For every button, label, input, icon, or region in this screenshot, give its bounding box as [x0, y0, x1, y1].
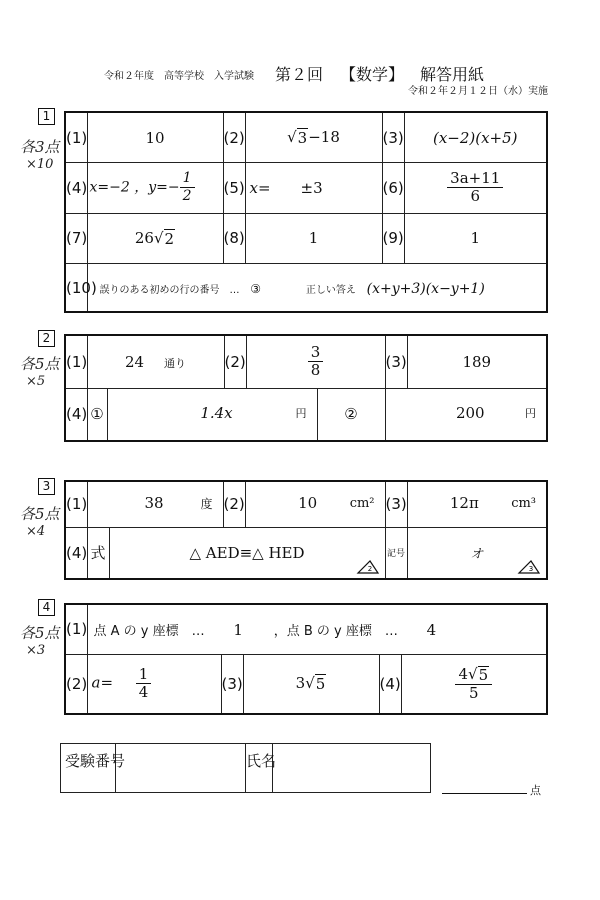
q3-4-formula-label: 式: [87, 527, 109, 579]
identity-table: [60, 743, 431, 793]
q2-4-1-label: ①: [87, 388, 107, 441]
q2-4-label: (4): [65, 388, 87, 441]
q1-1-label: (1): [65, 112, 87, 163]
q1-5-answer[interactable]: x= ±3: [245, 163, 382, 214]
q3-2-label: (2): [223, 481, 245, 527]
section-number-2: 2: [38, 330, 55, 347]
q4-2-answer[interactable]: a= $\frac{1}{4}$: [87, 654, 221, 714]
q2-1-answer[interactable]: 24 通り: [87, 335, 224, 388]
q3-3-label: (3): [385, 481, 407, 527]
q4-4-label: (4): [379, 654, 401, 714]
q2-2-label: (2): [224, 335, 246, 388]
section-3-table: [64, 480, 548, 580]
svg-text:3: 3: [528, 565, 534, 573]
q1-8-answer[interactable]: 1: [245, 213, 382, 264]
q1-4-label: (4): [65, 163, 87, 214]
q1-7-answer[interactable]: 26 √ 2: [87, 213, 223, 264]
q2-3-answer[interactable]: 189: [407, 335, 547, 388]
score-note-4: 各5点 ×3: [20, 624, 60, 658]
q1-7-label: (7): [65, 213, 87, 264]
score-suffix: 点: [530, 784, 541, 797]
q3-4-symbol-answer[interactable]: オ 3: [407, 527, 547, 579]
q4-4-answer[interactable]: 4 √ 5 5: [401, 654, 547, 714]
q2-4-2-label: ②: [317, 388, 385, 441]
q1-2-answer[interactable]: √ 3 −18: [245, 112, 382, 163]
exam-number-label: 受験番号: [61, 744, 116, 793]
q2-3-label: (3): [385, 335, 407, 388]
sqrt-symbol: √ 5: [468, 664, 489, 684]
section-number-3: 3: [38, 478, 55, 495]
sheet-title: 解答用紙: [420, 65, 485, 84]
q3-2-answer[interactable]: 10 cm²: [245, 481, 385, 527]
q3-3-answer[interactable]: 12π cm³: [407, 481, 547, 527]
q1-3-label: (3): [382, 112, 404, 163]
sqrt-symbol: √ 3: [287, 128, 308, 147]
q1-10-answer[interactable]: 誤りのある初めの行の番号 … ③ 正しい答え (x+y+3)(x−y+1): [87, 264, 547, 313]
section-number-4: 4: [38, 599, 55, 616]
grading-stamp-icon: [518, 560, 540, 574]
sqrt-symbol: √ 2: [153, 228, 175, 248]
q1-2-label: (2): [223, 112, 245, 163]
line-number-answer: ③: [250, 281, 262, 296]
q3-1-answer[interactable]: 38 度: [87, 481, 223, 527]
exam-subject: 【数学】: [340, 65, 405, 84]
section-4-table: [64, 603, 548, 715]
q1-6-answer[interactable]: $\frac{3a+11}{6}$: [404, 163, 547, 214]
q3-4-label: (4): [65, 527, 87, 579]
exam-number-field[interactable]: [116, 744, 246, 793]
q4-1-answer[interactable]: 点 A の y 座標 … 1 ，点 B の y 座標 … 4: [87, 604, 547, 654]
q1-4-answer[interactable]: x=−2 ，y=− $\frac{1}{2}$: [87, 163, 223, 214]
q2-2-answer[interactable]: $\frac{3}{8}$: [246, 335, 385, 388]
score-note-2: 各5点 ×5: [20, 355, 60, 389]
q1-3-answer[interactable]: (x−2)(x+5): [404, 112, 547, 163]
name-field[interactable]: [273, 744, 431, 793]
q2-4-2-answer[interactable]: 200 円: [385, 388, 547, 441]
q4-3-answer[interactable]: 3 √ 5: [243, 654, 379, 714]
q2-1-label: (1): [65, 335, 87, 388]
score-note-1: 各3点 ×10: [20, 138, 60, 172]
q3-1-label: (1): [65, 481, 87, 527]
exam-round: 第２回: [275, 65, 324, 84]
q1-9-label: (9): [382, 213, 404, 264]
q3-4-answer[interactable]: △ AED≡△ HED 2: [109, 527, 385, 579]
sqrt-symbol: √ 5: [305, 674, 326, 694]
q4-3-label: (3): [221, 654, 243, 714]
q3-4-symbol-label: 記号: [385, 527, 407, 579]
exam-name: 令和２年度 高等学校 入学試験: [104, 71, 254, 82]
section-1-table: [64, 111, 548, 313]
score-note-3: 各5点 ×4: [20, 505, 60, 539]
svg-text:2: 2: [367, 565, 372, 573]
q1-10-label: (10): [65, 264, 87, 313]
section-number-1: 1: [38, 108, 55, 125]
q1-1-answer[interactable]: 10: [87, 112, 223, 163]
q1-8-label: (8): [223, 213, 245, 264]
section-2-table: [64, 334, 548, 442]
q1-9-answer[interactable]: 1: [404, 213, 547, 264]
grading-stamp-icon: [357, 560, 379, 574]
exam-date: 令和２年２月１２日（水）実施: [408, 86, 548, 97]
q1-5-label: (5): [223, 163, 245, 214]
q2-4-1-answer[interactable]: 1.4x 円: [107, 388, 317, 441]
q4-2-label: (2): [65, 654, 87, 714]
q1-6-label: (6): [382, 163, 404, 214]
name-label: 氏名: [246, 744, 273, 793]
score-field[interactable]: [442, 793, 527, 794]
q4-1-label: (1): [65, 604, 87, 654]
